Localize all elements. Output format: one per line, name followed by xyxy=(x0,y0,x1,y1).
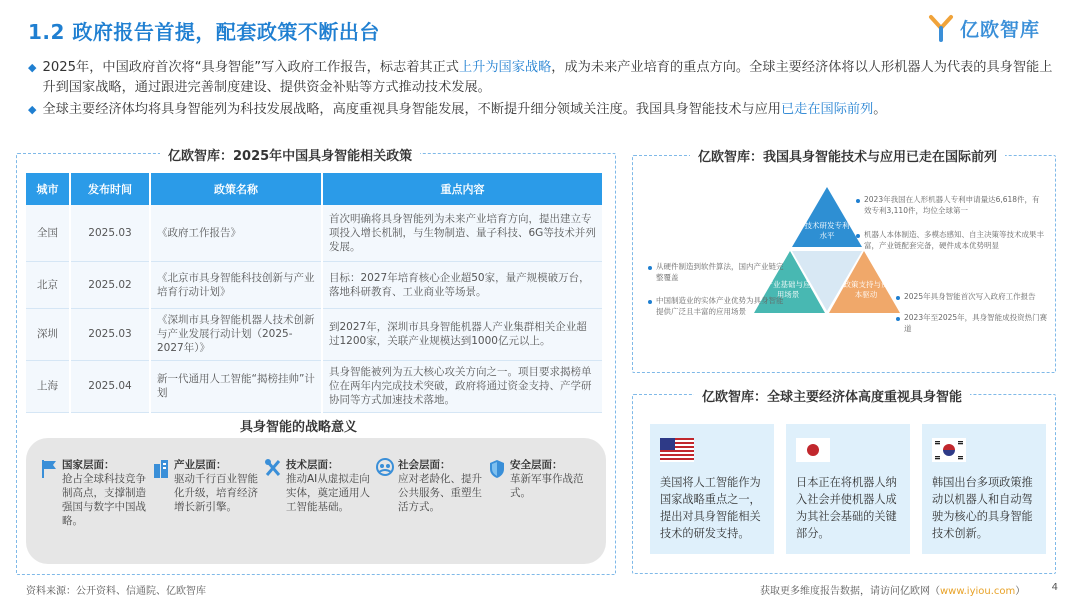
date-cell: 2025.02 xyxy=(70,261,150,308)
strategy-head: 技术层面： xyxy=(286,459,339,471)
strategy-text: 应对老龄化、提升公共服务、重塑生活方式。 xyxy=(398,473,482,513)
date-cell: 2025.03 xyxy=(70,308,150,360)
note-right: 2023年至2025年，具身智能成投资热门赛道 xyxy=(904,313,1048,333)
city-cell: 上海 xyxy=(26,360,70,412)
more-info: 获取更多维度报告数据，请访问亿欧网（www.iyiou.com） xyxy=(760,586,1026,597)
date-cell: 2025.04 xyxy=(70,360,150,412)
city-cell: 北京 xyxy=(26,261,70,308)
bullet-text: 2025年，中国政府首次将“具身智能”写入政府工作报告，标志着其正式上升为国家战略，成为未来产业培育的重点方向。全球主要经济体将以人形机器人为代表的具身智能上升到国家战略，通过跟进完善制度建设、提供资金补贴等方式推动技术发展。 xyxy=(42,60,1053,95)
column-header: 发布时间 xyxy=(70,173,150,205)
bullet-text: 全球主要经济体均将具身智能列为科技发展战略，高度重视具身智能发展，不断提升细分领域关注度。我国具身智能技术与应用已走在国际前列。 xyxy=(42,102,887,117)
content-cell: 到2027年，深圳市具身智能机器人产业集群相关企业超过1200家，关联产业规模达到1000亿元以上。 xyxy=(322,308,603,360)
policy-table xyxy=(26,173,604,413)
table-row xyxy=(26,360,603,412)
building-icon xyxy=(152,458,170,480)
note-dot xyxy=(648,300,652,304)
note-dot xyxy=(648,266,652,270)
policy-cell: 《深圳市具身智能机器人技术创新与产业发展行动计划（2025-2027年）》 xyxy=(150,308,322,360)
note-right: 2025年具身智能首次写入政府工作报告 xyxy=(904,292,1036,301)
triangle-top-label: 技术研发专利水平 xyxy=(804,221,850,240)
strategy-text: 推动AI从虚拟走向实体，奠定通用人工智能基础。 xyxy=(286,473,370,513)
page-number: 4 xyxy=(1051,582,1058,593)
diamond-icon: ◆ xyxy=(28,61,37,74)
strategy-head: 国家层面： xyxy=(62,459,115,471)
strategy-head: 社会层面： xyxy=(398,459,451,471)
strategy-head: 安全层面： xyxy=(510,459,563,471)
shield-icon xyxy=(488,458,506,480)
strategy-text: 抢占全球科技竞争制高点，支撑制造强国与数字中国战略。 xyxy=(62,473,146,527)
country-card-japan xyxy=(786,424,910,554)
policy-cell: 《政府工作报告》 xyxy=(150,205,322,261)
content-cell: 目标：2027年培育核心企业超50家，量产规模破万台，落地科研教育、工业商业等场景。 xyxy=(322,261,603,308)
strategy-head: 产业层面： xyxy=(174,459,227,471)
column-header: 城市 xyxy=(26,173,70,205)
strategy-item-security xyxy=(488,458,594,564)
note-dot xyxy=(856,234,860,238)
logo xyxy=(928,14,1040,42)
table-row xyxy=(26,308,603,360)
content-cell: 首次明确将具身智能列为未来产业培育方向，提出建立专项投入增长机制，与生物制造、量子科技、6G等技术并列发展。 xyxy=(322,205,603,261)
strategy-text: 革新军事作战范式。 xyxy=(510,473,584,499)
date-cell: 2025.03 xyxy=(70,205,150,261)
note-right: 机器人本体制造、多模态感知、自主决策等技术成果丰富，产业链配套完备，硬件成本优势明显 xyxy=(864,230,1044,250)
highlight-text: 已走在国际前列 xyxy=(780,102,874,117)
strategy-item-national xyxy=(40,458,146,564)
people-icon xyxy=(376,458,394,480)
note-dot xyxy=(896,296,900,300)
website-link[interactable]: www.iyiou.com xyxy=(940,586,1016,597)
us-flag-icon xyxy=(660,438,694,462)
tools-icon xyxy=(264,458,282,480)
flag-icon xyxy=(40,458,58,480)
diamond-icon: ◆ xyxy=(28,103,37,116)
note-dot xyxy=(856,199,860,203)
note-left: 中国制造业的实体产业优势为具身智能提供广泛且丰富的应用场景 xyxy=(656,296,784,316)
strategy-item-society xyxy=(376,458,482,564)
country-card-korea xyxy=(922,424,1046,554)
korea-flag-icon xyxy=(932,438,966,462)
strategy-panel xyxy=(26,438,606,564)
city-cell: 深圳 xyxy=(26,308,70,360)
intro-bullets xyxy=(28,58,1058,122)
bullet-2 xyxy=(28,100,1058,120)
japan-flag-icon xyxy=(796,438,830,462)
table-header-row xyxy=(26,173,603,205)
table-row xyxy=(26,205,603,261)
note-dot xyxy=(896,317,900,321)
triangle-left-label: 产业基础与应用场景 xyxy=(765,280,811,299)
logo-icon xyxy=(928,14,954,42)
page-title: 1.2 政府报告首提，配套政策不断出台 xyxy=(28,20,380,44)
policy-section-title: 亿欧智库：2025年中国具身智能相关政策 xyxy=(160,145,420,164)
country-card-text: 日本正在将机器人纳入社会并使机器人成为其社会基础的关键部分。 xyxy=(796,476,897,540)
logo-text: 亿欧智库 xyxy=(959,18,1040,41)
highlight-text: 上升为国家战略 xyxy=(458,60,552,75)
country-card-text: 美国将人工智能作为国家战略重点之一，提出对具身智能相关技术的研发支持。 xyxy=(660,476,761,540)
strategy-text: 驱动千行百业智能化升级，培育经济增长新引擎。 xyxy=(174,473,258,513)
city-cell: 全国 xyxy=(26,205,70,261)
note-right: 2023年我国在人形机器人专利申请量达6,618件，有效专利3,110件，均位全球第一 xyxy=(864,195,1040,215)
leading-section-title: 亿欧智库：我国具身智能技术与应用已走在国际前列 xyxy=(690,146,1005,165)
strategy-item-industry xyxy=(152,458,258,564)
bullet-1 xyxy=(28,58,1058,98)
strategy-title: 具身智能的战略意义 xyxy=(240,420,358,435)
country-card-text: 韩国出台多项政策推动以机器人和自动驾驶为核心的具身智能技术创新。 xyxy=(932,476,1033,540)
triangle-right-label: 政策支持与资本驱动 xyxy=(843,280,889,299)
note-left: 从硬件制造到软件算法，国内产业链完整覆盖 xyxy=(656,262,784,282)
source-note: 资料来源：公开资料、信通院、亿欧智库 xyxy=(26,586,206,597)
column-header: 重点内容 xyxy=(322,173,603,205)
policy-cell: 新一代通用人工智能“揭榜挂帅”计划 xyxy=(150,360,322,412)
global-section-title: 亿欧智库：全球主要经济体高度重视具身智能 xyxy=(694,386,970,405)
country-card-us xyxy=(650,424,774,554)
policy-cell: 《北京市具身智能科技创新与产业培育行动计划》 xyxy=(150,261,322,308)
strategy-item-tech xyxy=(264,458,370,564)
column-header: 政策名称 xyxy=(150,173,322,205)
content-cell: 具身智能被列为五大核心攻关方向之一。项目要求揭榜单位在两年内完成技术突破，政府将通过资金支持、产学研协同等方式加速技术落地。 xyxy=(322,360,603,412)
table-row xyxy=(26,261,603,308)
